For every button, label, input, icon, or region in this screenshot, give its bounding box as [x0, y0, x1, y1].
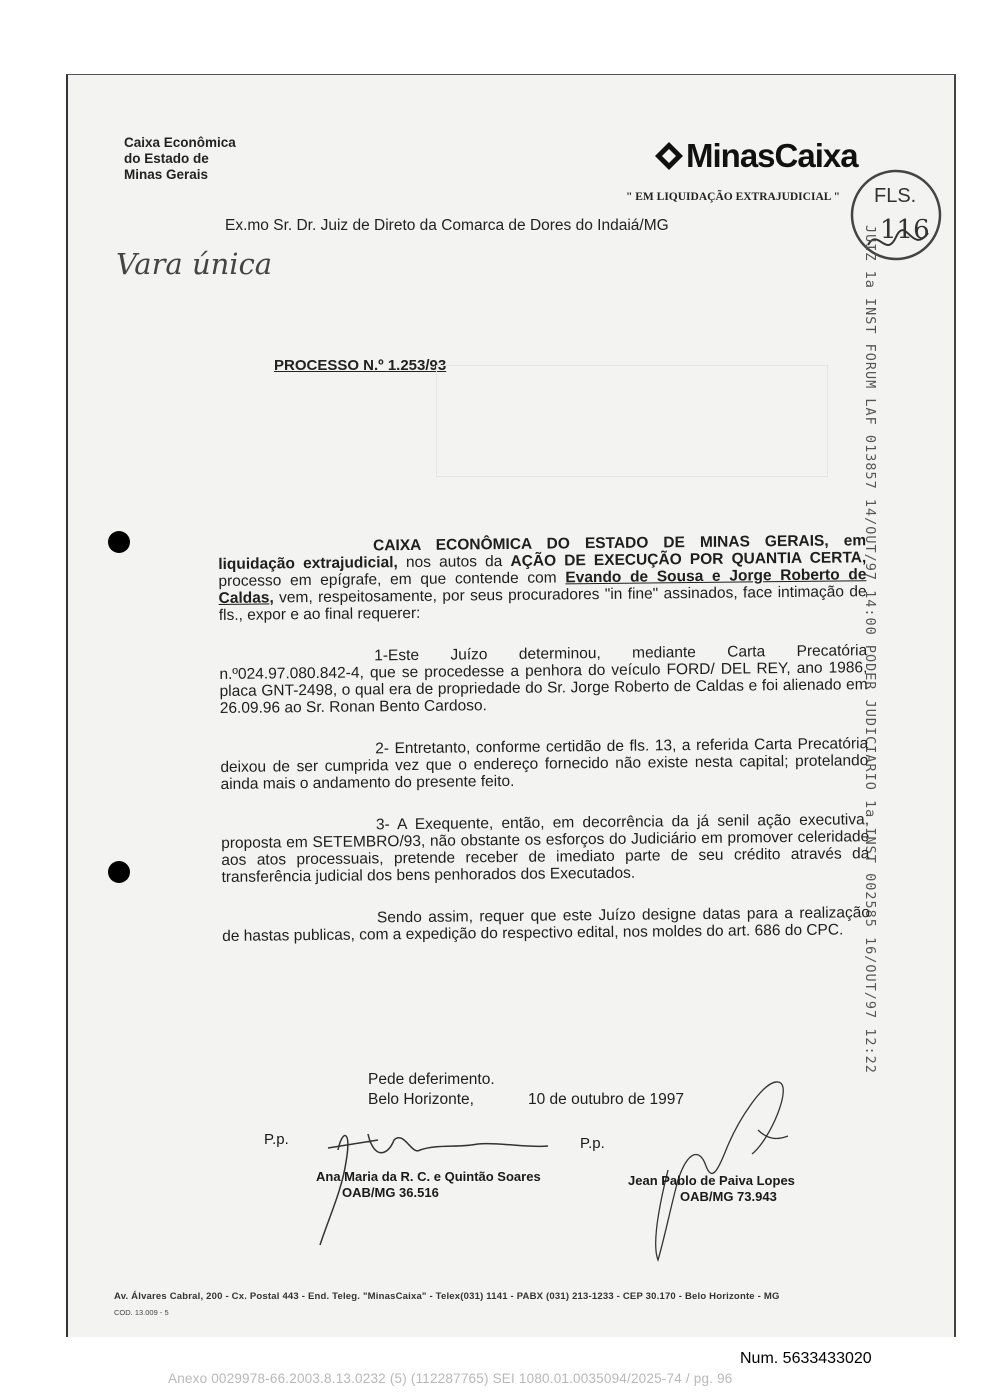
- per-procuration-label: P.p.: [264, 1131, 289, 1148]
- stamp-label: FLS.: [874, 185, 917, 207]
- bank-name-line: Caixa Econômica: [124, 135, 236, 150]
- liquidation-tag: " EM LIQUIDAÇÃO EXTRAJUDICIAL ": [626, 191, 841, 203]
- bank-name-line: do Estado de: [124, 151, 209, 166]
- paragraph-3: [221, 811, 870, 886]
- paragraph-text: 2- Entretanto, conforme certidão de fls. 13, a referida Carta Precatória deixou de ser cumprida vez que o endereço fornecido não existe nesta capital; protelando ainda mais o andamento do presente feito.: [220, 735, 869, 793]
- intro-text: processo em epígrafe, em que contende com: [218, 569, 566, 590]
- per-procuration-label: P.p.: [580, 1135, 605, 1152]
- action-type: AÇÃO DE EXECUÇÃO POR QUANTIA CERTA,: [510, 549, 867, 570]
- paragraph-2: [220, 735, 868, 793]
- document-number: Num. 5633433020: [740, 1350, 872, 1367]
- letter-date: 10 de outubro de 1997: [528, 1091, 684, 1108]
- letterhead-footer-address: Av. Álvares Cabral, 200 - Cx. Postal 443 - End. Teleg. "MinasCaixa" - Telex(031) 1141 - PABX (031) 213-1233 - CEP 30.170 - Belo Horizonte - MG: [114, 1291, 780, 1302]
- protocol-side-stamp: JUIZ 1a INST FORUM LAF 013857 14/OUT/97 14:00 PODER JUDICIARIO 1a INST 002585 16/OUT/97 12:22: [862, 225, 878, 1074]
- signer-block: [628, 1173, 795, 1205]
- paragraph-4: [222, 904, 870, 945]
- punch-hole: [108, 861, 130, 883]
- signer-oab: OAB/MG 36.516: [342, 1185, 439, 1200]
- intro-paragraph: [218, 532, 867, 624]
- paragraph-text: Sendo assim, requer que este Juízo designe datas para a realização de hastas publicas, com a expedição do respectivo edital, nos moldes do art. 686 do CPC.: [222, 904, 871, 945]
- form-code: COD. 13.009 - 5: [114, 1308, 169, 1317]
- logo-text: MinasCaixa: [686, 137, 858, 174]
- paragraph-text: 1-Este Juízo determinou, mediante Carta Precatória n.º024.97.080.842-4, que se procedesse a penhora do veículo FORD/ DEL REY, ano 1986, placa GNT-2498, o qual era de propriedade do Sr. Jorge Roberto de Caldas e foi alienado em 26.09.96 ao Sr. Ronan Bento Cardoso.: [219, 642, 868, 717]
- punch-hole: [108, 531, 130, 553]
- liquidation-text: liquidação extrajudicial,: [218, 554, 398, 573]
- parties-names: Evando de Sousa e Jorge Roberto de Caldas,: [218, 566, 867, 607]
- petition-body: [218, 532, 870, 970]
- logo-diamond-icon: [654, 141, 684, 171]
- minascaixa-logo: [654, 137, 858, 175]
- stamp-page-number: 116: [880, 215, 930, 245]
- bank-name: [124, 135, 236, 183]
- bank-name-line: Minas Gerais: [124, 167, 209, 182]
- handwritten-note: Vara única: [116, 247, 273, 281]
- process-number: PROCESSO N.º 1.253/93: [274, 357, 447, 374]
- scanned-document-page: [66, 74, 956, 1337]
- signer-name: Ana Maria da R. C. e Quintão Soares: [316, 1169, 541, 1184]
- request-line: Pede deferimento.: [368, 1071, 495, 1088]
- signer-oab: OAB/MG 73.943: [680, 1189, 777, 1204]
- city-line: Belo Horizonte,: [368, 1091, 474, 1108]
- faint-rectangle: [436, 365, 828, 477]
- em-word: em: [843, 532, 867, 550]
- paragraph-text: 3- A Exequente, então, em decorrência da já senil ação executiva, proposta em SETEMBRO/93, não obstante os esforços do Judiciário em promover celeridade aos atos processuais, pretende receber de imediato parte de seu crédito através da transferência judicial dos bens penhorados dos Executados.: [221, 811, 870, 886]
- addressee-line: Ex.mo Sr. Dr. Juiz de Direto da Comarca de Dores do Indaiá/MG: [225, 217, 669, 234]
- sei-reference-line: Anexo 0029978-66.2003.8.13.0232 (5) (112287765) SEI 1080.01.0035094/2025-74 / pg. 96: [168, 1371, 733, 1386]
- signer-block: [316, 1169, 541, 1201]
- signer-name: Jean Pablo de Paiva Lopes: [628, 1173, 795, 1188]
- intro-text: nos autos da: [397, 552, 511, 572]
- institution-name: CAIXA ECONÔMICA DO ESTADO DE MINAS GERAIS,: [372, 532, 829, 555]
- paragraph-1: [219, 642, 868, 717]
- intro-text: vem, respeitosamente, por seus procuradores "in fine" assinados, face intimação de fls., expor e ao final requerer:: [218, 583, 867, 624]
